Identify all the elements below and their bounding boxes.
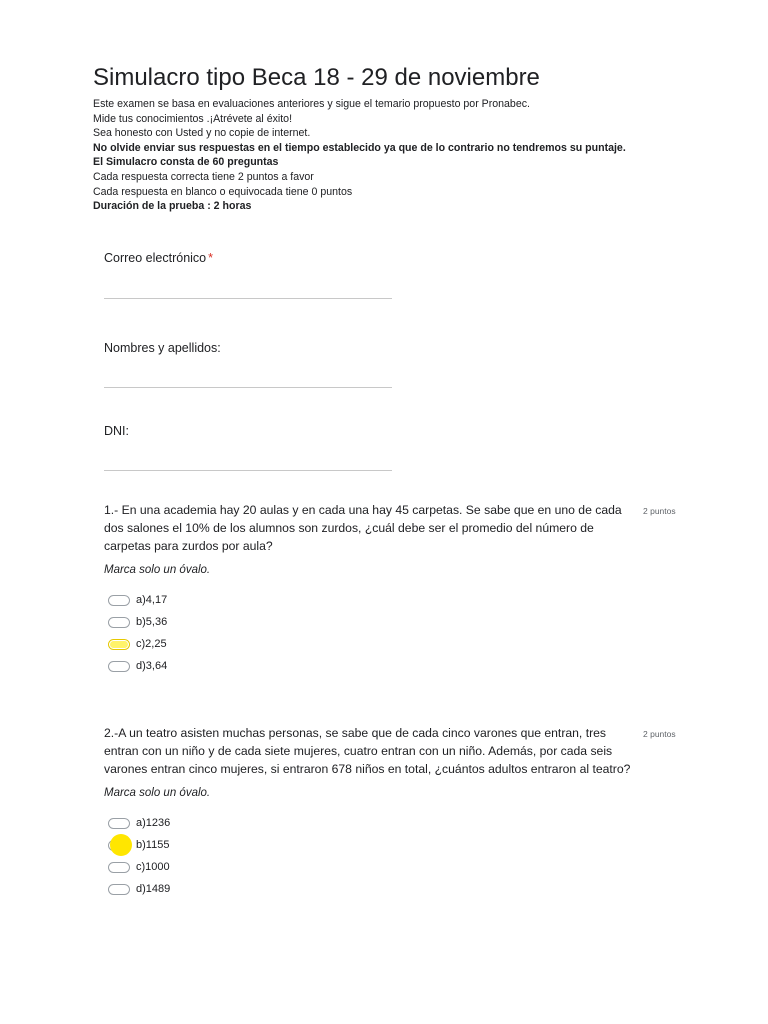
yellow-mark [110,834,132,856]
highlighted-radio-oval[interactable] [108,639,130,650]
form-title: Simulacro tipo Beca 18 - 29 de noviembre [93,64,540,91]
option-label: a)4,17 [136,594,168,607]
question-2 [104,725,634,900]
name-field [104,339,221,357]
question-hint: Marca solo un óvalo. [104,564,211,577]
description-line: Sea honesto con Usted y no copie de internet. [93,127,311,140]
question-hint: Marca solo un óvalo. [104,787,211,800]
radio-oval[interactable] [108,661,130,672]
radio-oval[interactable] [108,617,130,628]
option-label: a)1236 [136,817,171,830]
description-line: Cada respuesta correcta tiene 2 puntos a favor [93,170,314,183]
option-a[interactable] [104,812,634,834]
email-label-text: Correo electrónico [104,251,207,265]
description-line: El Simulacro consta de 60 preguntas [93,156,279,169]
question-1 [104,502,634,677]
radio-oval[interactable] [108,884,130,895]
option-label: d)1489 [136,883,171,896]
description-line: Duración de la prueba : 2 horas [93,200,252,213]
option-label: b)5,36 [136,616,168,629]
dni-input[interactable] [104,470,392,471]
option-label: b)1155 [136,839,170,852]
option-b[interactable] [104,611,634,633]
email-input[interactable] [104,298,392,299]
description-line: No olvide enviar sus respuestas en el tiempo establecido ya que de lo contrario no tendremos su puntaje. [93,141,626,154]
option-c[interactable] [104,633,634,655]
option-label: c)1000 [136,861,170,874]
email-label [104,251,213,265]
required-asterisk: * [208,251,214,265]
option-c[interactable] [104,856,634,878]
option-label: c)2,25 [136,638,167,651]
option-list [104,589,634,677]
option-list [104,812,634,900]
question-points: 2 puntos [643,729,676,739]
description-line: Cada respuesta en blanco o equivocada tiene 0 puntos [93,185,353,198]
description-line: Este examen se basa en evaluaciones anteriores y sigue el temario propuesto por Pronabec. [93,98,530,110]
option-b[interactable] [104,834,634,856]
description-line: Mide tus conocimientos .¡Atrévete al éxito! [93,112,293,125]
name-input[interactable] [104,387,392,388]
option-d[interactable] [104,878,634,900]
option-label: d)3,64 [136,660,168,673]
radio-oval[interactable] [108,595,130,606]
question-text: 1.- En una academia hay 20 aulas y en cada una hay 45 carpetas. Se sabe que en uno de cada dos salones el 10% de los alumnos son zurdos, ¿cuál debe ser el promedio del número de carpetas para zurdos por aula? [104,503,622,553]
radio-oval[interactable] [108,818,130,829]
option-a[interactable] [104,589,634,611]
dni-field [104,422,129,440]
email-field [104,249,213,267]
dni-label: DNI: [104,424,129,438]
question-points: 2 puntos [643,506,676,516]
name-label: Nombres y apellidos: [104,341,221,355]
option-d[interactable] [104,655,634,677]
radio-oval[interactable] [108,862,130,873]
question-text: 2.-A un teatro asisten muchas personas, se sabe que de cada cinco varones que entran, tres entran con un niño y de cada siete mujeres, cuatro entran con un niño. Además, por cada seis varones entran cinco mujeres, si entraron 678 niños en total, ¿cuántos adultos entraron al teatro? [104,726,631,776]
form-description [93,97,693,214]
